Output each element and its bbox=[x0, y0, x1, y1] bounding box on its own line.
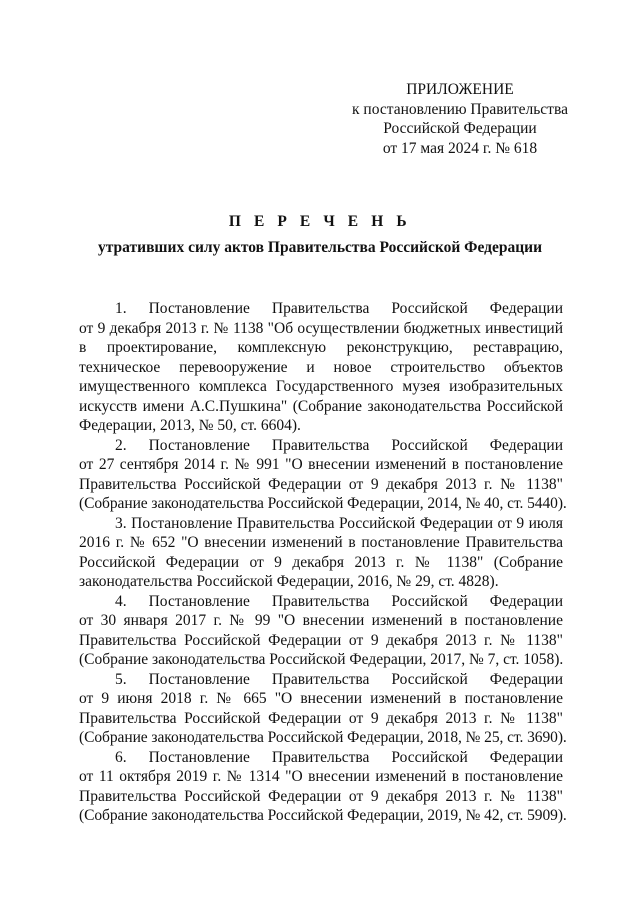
list-item-line: от 30 января 2017 г. № 99 "О внесении изменений в постановление bbox=[79, 612, 563, 629]
list-item-line: от 27 сентября 2014 г. № 991 "О внесении изменений в постановление bbox=[79, 456, 563, 473]
appendix-government: Российской Федерации bbox=[383, 120, 537, 137]
list-item-line: Федерации, 2013, № 50, ст. 6604). bbox=[79, 417, 301, 434]
list-item-line: в проектирование, комплексную реконструкцию, реставрацию, bbox=[79, 339, 563, 356]
appendix-header bbox=[345, 80, 575, 158]
list-item-line: 3. Постановление Правительства Российской Федерации от 9 июля bbox=[115, 514, 563, 532]
list-item bbox=[79, 748, 567, 826]
appendix-date-number: от 17 мая 2024 г. № 618 bbox=[382, 139, 538, 157]
list-item-line: 4. Постановление Правительства Российской Федерации bbox=[115, 592, 563, 610]
list-item bbox=[79, 592, 563, 670]
list-item-line: (Собрание законодательства Российской Федерации, 2017, № 7, ст. 1058). bbox=[79, 651, 564, 668]
acts-list bbox=[79, 299, 567, 826]
list-item-line: от 9 июня 2018 г. № 665 "О внесении изменений в постановление bbox=[79, 690, 563, 707]
list-item-line: (Собрание законодательства Российской Федерации, 2019, № 42, ст. 5909). bbox=[79, 807, 567, 824]
list-item-line: 2. Постановление Правительства Российской Федерации bbox=[115, 436, 563, 454]
list-item-line: Российской Федерации от 9 декабря 2013 г. № 1138" (Собрание bbox=[79, 553, 563, 571]
document-subtitle: утративших силу актов Правительства Российской Федерации bbox=[98, 239, 542, 256]
list-item bbox=[79, 670, 567, 748]
appendix-resolution-ref: к постановлению Правительства bbox=[352, 100, 568, 118]
list-item-line: 1. Постановление Правительства Российской Федерации bbox=[115, 300, 563, 317]
list-item bbox=[79, 436, 567, 514]
list-item-line: от 9 декабря 2013 г. № 1138 "Об осуществлении бюджетных инвестиций bbox=[79, 319, 563, 337]
list-item-line: Правительства Российской Федерации от 9 декабря 2013 г. № 1138" bbox=[79, 787, 563, 805]
list-item-line: Правительства Российской Федерации от 9 декабря 2013 г. № 1138" bbox=[79, 709, 563, 727]
list-item-line: имущественного комплекса Государственного музея изобразительных bbox=[79, 378, 563, 395]
list-item bbox=[79, 514, 563, 592]
appendix-label: ПРИЛОЖЕНИЕ bbox=[406, 81, 514, 98]
list-item bbox=[79, 299, 563, 436]
list-item-line: 6. Постановление Правительства Российской Федерации bbox=[115, 748, 563, 766]
document-title: П Е Р Е Ч Е Н Ь bbox=[228, 213, 412, 230]
list-item-line: 2016 г. № 652 "О внесении изменений в постановление Правительства bbox=[79, 534, 563, 551]
list-item-line: 5. Постановление Правительства Российской Федерации bbox=[115, 670, 563, 688]
list-item-line: Правительства Российской Федерации от 9 декабря 2013 г. № 1138" bbox=[79, 475, 563, 493]
list-item-line: (Собрание законодательства Российской Федерации, 2014, № 40, ст. 5440). bbox=[79, 495, 567, 512]
list-item-line: Правительства Российской Федерации от 9 декабря 2013 г. № 1138" bbox=[79, 631, 563, 649]
list-item-line: законодательства Российской Федерации, 2016, № 29, ст. 4828). bbox=[79, 573, 499, 590]
list-item-line: техническое перевооружение и новое строительство объектов bbox=[79, 358, 563, 376]
list-item-line: от 11 октября 2019 г. № 1314 "О внесении изменений в постановление bbox=[79, 768, 563, 785]
list-item-line: искусств имени А.С.Пушкина" (Собрание законодательства Российской bbox=[79, 397, 563, 415]
list-item-line: (Собрание законодательства Российской Федерации, 2018, № 25, ст. 3690). bbox=[79, 729, 567, 746]
